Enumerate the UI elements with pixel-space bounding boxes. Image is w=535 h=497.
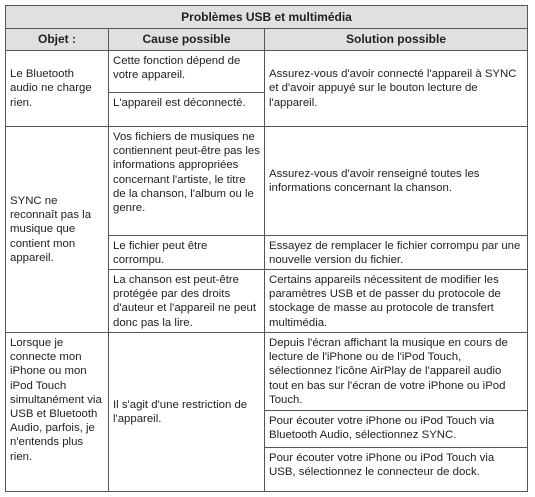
cause-cell [108, 269, 265, 333]
cause-cell [108, 50, 265, 93]
cause-text: Le fichier peut être corrompu. [113, 240, 208, 267]
cause-text: Cette fonction dépend de votre appareil. [113, 55, 241, 82]
solution-cell [264, 126, 528, 236]
cause-cell [108, 126, 265, 236]
solution-text: Certains appareils nécessitent de modifier les paramètres USB et de passer du protocole de stockage de masse au protocole de transfert multimédia. [269, 274, 501, 329]
cause-cell [108, 332, 265, 492]
solution-text: Pour écouter votre iPhone ou iPod Touch via USB, sélectionnez le connecteur de dock. [269, 452, 495, 479]
objet-cell-sync [5, 126, 109, 333]
header-objet: Objet : [5, 28, 109, 51]
solution-cell [264, 50, 528, 127]
cause-cell [108, 92, 265, 127]
objet-text: Le Bluetooth audio ne charge rien. [10, 68, 92, 109]
header-solution: Solution possible [264, 28, 528, 51]
solution-text: Assurez-vous d'avoir connecté l'appareil à SYNC et d'avoir appuyé sur le bouton lecture de l'appareil. [269, 68, 517, 109]
usb-multimedia-troubleshooting-table [5, 5, 528, 492]
solution-cell [264, 269, 528, 333]
solution-cell [264, 235, 528, 270]
solution-text: Essayez de remplacer le fichier corrompu par une nouvelle version du fichier. [269, 240, 521, 267]
solution-cell [264, 447, 528, 492]
cause-text: Vos fichiers de musiques ne contiennent peut-être pas les informations appropriées concernant l'artiste, le titre de la chanson, l'album ou le genre. [113, 131, 260, 215]
solution-text: Pour écouter votre iPhone ou iPod Touch via Bluetooth Audio, sélectionnez SYNC. [269, 415, 495, 442]
solution-cell [264, 410, 528, 448]
solution-cell [264, 332, 528, 411]
cause-text: Il s'agit d'une restriction de l'appareil. [113, 398, 248, 425]
solution-text: Assurez-vous d'avoir renseigné toutes les informations concernant la chanson. [269, 167, 480, 194]
cause-text: La chanson est peut-être protégée par des droits d'auteur et l'appareil ne peut donc pas la lire. [113, 274, 257, 329]
objet-cell-iphone [5, 332, 109, 492]
objet-cell-bluetooth [5, 50, 109, 127]
objet-text: Lorsque je connecte mon iPhone ou mon iPod Touch simultanément via USB et Bluetooth Audio, parfois, je n'entends plus rien. [10, 337, 102, 463]
header-cause: Cause possible [108, 28, 265, 51]
solution-text: Depuis l'écran affichant la musique en cours de lecture de l'iPhone ou de l'iPod Touch, sélectionnez l'icône AirPlay de l'appareil audio tout en bas sur l'écran de votre iPhone ou iPod Touch. [269, 337, 508, 406]
cause-text: L'appareil est déconnecté. [113, 97, 246, 109]
objet-text: SYNC ne reconnaît pas la musique que contient mon appareil. [10, 194, 92, 264]
cause-cell [108, 235, 265, 270]
table-title: Problèmes USB et multimédia [5, 5, 528, 29]
